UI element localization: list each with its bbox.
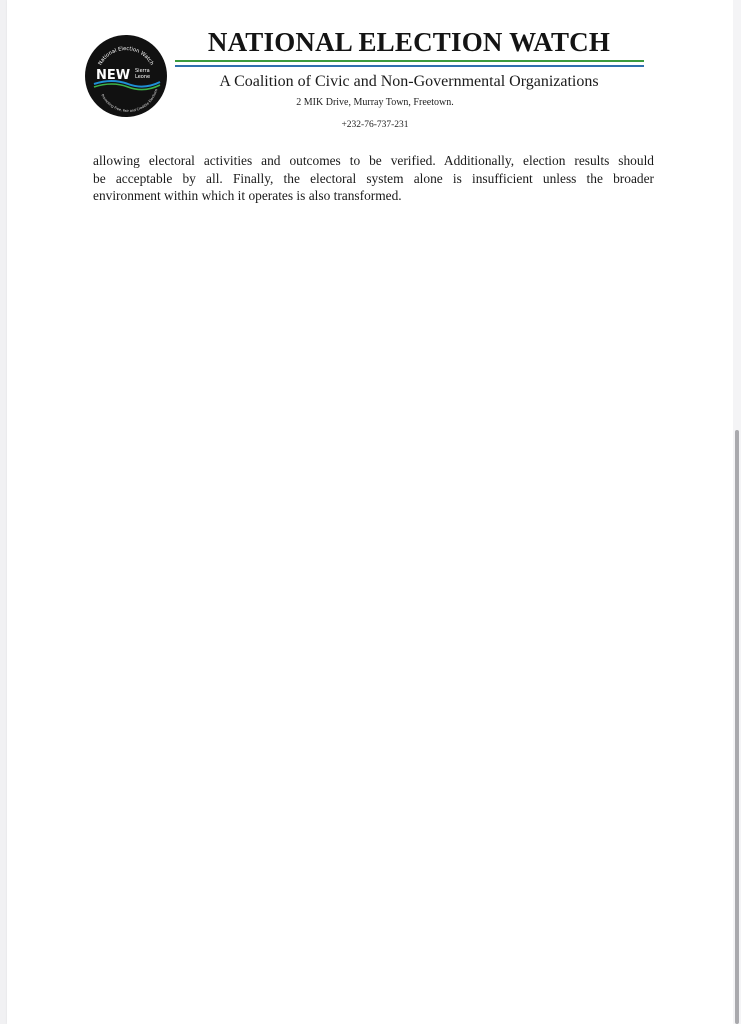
- organization-name: NATIONAL ELECTION WATCH: [207, 27, 611, 57]
- header-rule-blue: [175, 65, 644, 67]
- body-paragraph: [93, 152, 654, 205]
- header-rule-green: [175, 60, 644, 62]
- body-line-1: allowing electoral activities and outcomes to be verified. Additionally, election results should: [93, 153, 654, 168]
- document-page: [7, 0, 733, 1024]
- scrollbar-track[interactable]: [733, 0, 741, 1024]
- organization-address: 2 MIK Drive, Murray Town, Freetown.: [296, 97, 454, 108]
- organization-subtitle: A Coalition of Civic and Non-Governmental Organizations: [219, 73, 599, 90]
- logo-badge-sub-1: Sierra: [135, 68, 150, 74]
- logo-arc-text-top: National Election Watch: [97, 45, 155, 67]
- logo-badge-main: NEW: [96, 68, 131, 83]
- logo-badge-sub-2: Leone: [135, 74, 151, 80]
- body-line-3: environment within which it operates is also transformed.: [93, 188, 402, 203]
- body-line-2: be acceptable by all. Finally, the electoral system alone is insufficient unless the broader: [93, 170, 654, 186]
- scrollbar-thumb[interactable]: [735, 430, 739, 1024]
- organization-phone: +232-76-737-231: [341, 120, 409, 130]
- logo-emblem: [84, 34, 168, 118]
- organization-logo: [84, 34, 168, 118]
- logo-arc-text-bottom: Promoting Free, Fair and Credible Elections: [100, 88, 159, 113]
